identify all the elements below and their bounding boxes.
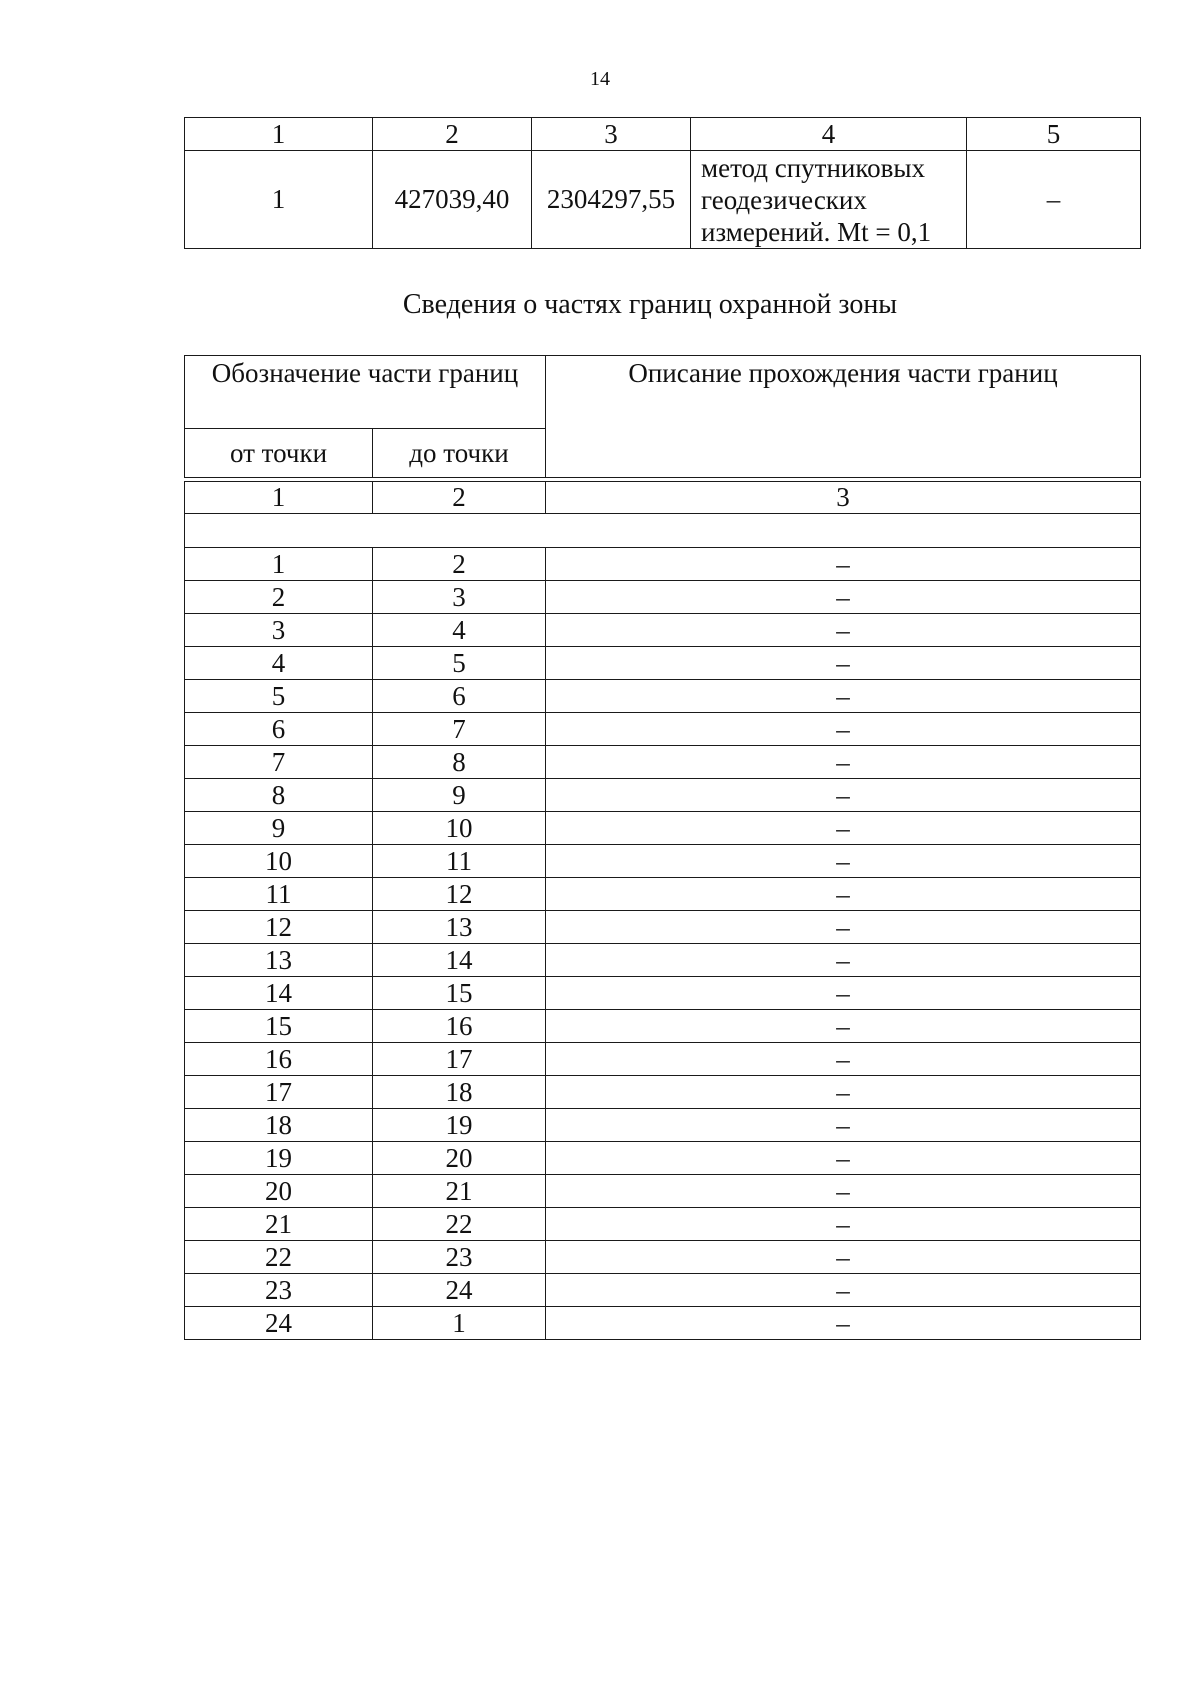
to-point: 6 — [373, 680, 546, 713]
column-number: 2 — [373, 482, 546, 514]
table-row — [185, 812, 1141, 845]
to-point: 21 — [373, 1175, 546, 1208]
method-line: геодезических — [701, 184, 867, 215]
description: – — [546, 713, 1141, 746]
table-row — [185, 1307, 1141, 1340]
table-row — [185, 1076, 1141, 1109]
description: – — [546, 548, 1141, 581]
description: – — [546, 647, 1141, 680]
table-row — [185, 1142, 1141, 1175]
description: – — [546, 1274, 1141, 1307]
to-point: 22 — [373, 1208, 546, 1241]
blank-cell — [185, 514, 1141, 548]
from-point: 20 — [185, 1175, 373, 1208]
to-point: 15 — [373, 977, 546, 1010]
description: – — [546, 911, 1141, 944]
determination-method — [691, 151, 967, 249]
description: – — [546, 878, 1141, 911]
to-point: 8 — [373, 746, 546, 779]
to-point: 24 — [373, 1274, 546, 1307]
from-point: 10 — [185, 845, 373, 878]
to-point: 10 — [373, 812, 546, 845]
section-title: Сведения о частях границ охранной зоны — [402, 289, 898, 320]
from-point: 18 — [185, 1109, 373, 1142]
description: – — [546, 746, 1141, 779]
from-point: 5 — [185, 680, 373, 713]
from-point: 14 — [185, 977, 373, 1010]
description: – — [546, 1076, 1141, 1109]
description: – — [546, 1142, 1141, 1175]
blank-row — [185, 514, 1141, 548]
from-point: 23 — [185, 1274, 373, 1307]
from-point: 21 — [185, 1208, 373, 1241]
column-number: 3 — [546, 482, 1141, 514]
table-row — [185, 548, 1141, 581]
table-row — [185, 977, 1141, 1010]
from-point: 15 — [185, 1010, 373, 1043]
column-number: 2 — [373, 118, 532, 151]
coordinates-table-column-numbers — [185, 118, 1141, 151]
from-point: 1 — [185, 548, 373, 581]
to-point: 1 — [373, 1307, 546, 1340]
from-point: 13 — [185, 944, 373, 977]
boundary-parts-rows — [185, 548, 1141, 1340]
from-point: 24 — [185, 1307, 373, 1340]
to-point: 20 — [373, 1142, 546, 1175]
page-number: 14 — [590, 68, 610, 90]
description: – — [546, 944, 1141, 977]
description: – — [546, 977, 1141, 1010]
table-row — [185, 713, 1141, 746]
point-number: 1 — [185, 151, 373, 249]
from-point: 7 — [185, 746, 373, 779]
from-point: 8 — [185, 779, 373, 812]
to-point: 18 — [373, 1076, 546, 1109]
coordinate-y: 2304297,55 — [532, 151, 691, 249]
description-header: Описание прохождения части границ — [546, 356, 1141, 478]
table-row — [185, 151, 1141, 249]
to-point: 4 — [373, 614, 546, 647]
table-row — [185, 1043, 1141, 1076]
to-point: 7 — [373, 713, 546, 746]
from-point: 19 — [185, 1142, 373, 1175]
description: – — [546, 845, 1141, 878]
description: – — [546, 1208, 1141, 1241]
column-number: 1 — [185, 118, 373, 151]
description: – — [546, 581, 1141, 614]
from-point: 22 — [185, 1241, 373, 1274]
description: – — [546, 1241, 1141, 1274]
from-point: 6 — [185, 713, 373, 746]
table-row — [185, 779, 1141, 812]
to-point: 5 — [373, 647, 546, 680]
header-row — [185, 356, 1141, 429]
description: – — [546, 614, 1141, 647]
column-5-value: – — [967, 151, 1141, 249]
to-point: 12 — [373, 878, 546, 911]
coordinate-x: 427039,40 — [373, 151, 532, 249]
to-point: 11 — [373, 845, 546, 878]
to-point: 17 — [373, 1043, 546, 1076]
description: – — [546, 1109, 1141, 1142]
to-point: 19 — [373, 1109, 546, 1142]
column-number: 3 — [532, 118, 691, 151]
designation-header: Обозначение части границ — [185, 356, 546, 429]
description: – — [546, 1010, 1141, 1043]
table-row — [185, 1241, 1141, 1274]
table-row — [185, 746, 1141, 779]
table-row — [185, 1109, 1141, 1142]
table-row — [185, 944, 1141, 977]
from-point: 4 — [185, 647, 373, 680]
table-row — [185, 1208, 1141, 1241]
description: – — [546, 812, 1141, 845]
from-point: 16 — [185, 1043, 373, 1076]
description: – — [546, 1307, 1141, 1340]
table-row — [185, 845, 1141, 878]
to-point: 13 — [373, 911, 546, 944]
from-point: 9 — [185, 812, 373, 845]
table-row — [185, 647, 1141, 680]
table-row — [185, 1175, 1141, 1208]
to-point: 16 — [373, 1010, 546, 1043]
table-row — [185, 680, 1141, 713]
to-point: 2 — [373, 548, 546, 581]
from-point: 3 — [185, 614, 373, 647]
table-row — [185, 581, 1141, 614]
boundary-parts-table — [184, 355, 1141, 1340]
to-point-header: до точки — [373, 429, 546, 478]
to-point: 3 — [373, 581, 546, 614]
description: – — [546, 1175, 1141, 1208]
column-number: 1 — [185, 482, 373, 514]
column-numbers-row — [185, 482, 1141, 514]
from-point: 11 — [185, 878, 373, 911]
description: – — [546, 779, 1141, 812]
from-point: 12 — [185, 911, 373, 944]
to-point: 9 — [373, 779, 546, 812]
description: – — [546, 1043, 1141, 1076]
from-point: 17 — [185, 1076, 373, 1109]
to-point: 14 — [373, 944, 546, 977]
table-row — [185, 911, 1141, 944]
method-line: метод спутниковых — [701, 152, 925, 183]
from-point-header: от точки — [185, 429, 373, 478]
from-point: 2 — [185, 581, 373, 614]
to-point: 23 — [373, 1241, 546, 1274]
table-row — [185, 1010, 1141, 1043]
method-line: измерений. Mt = 0,1 — [701, 216, 932, 247]
table-row — [185, 1274, 1141, 1307]
column-number: 4 — [691, 118, 967, 151]
table-row — [185, 878, 1141, 911]
coordinates-table — [184, 117, 1141, 249]
description: – — [546, 680, 1141, 713]
column-number: 5 — [967, 118, 1141, 151]
table-row — [185, 614, 1141, 647]
